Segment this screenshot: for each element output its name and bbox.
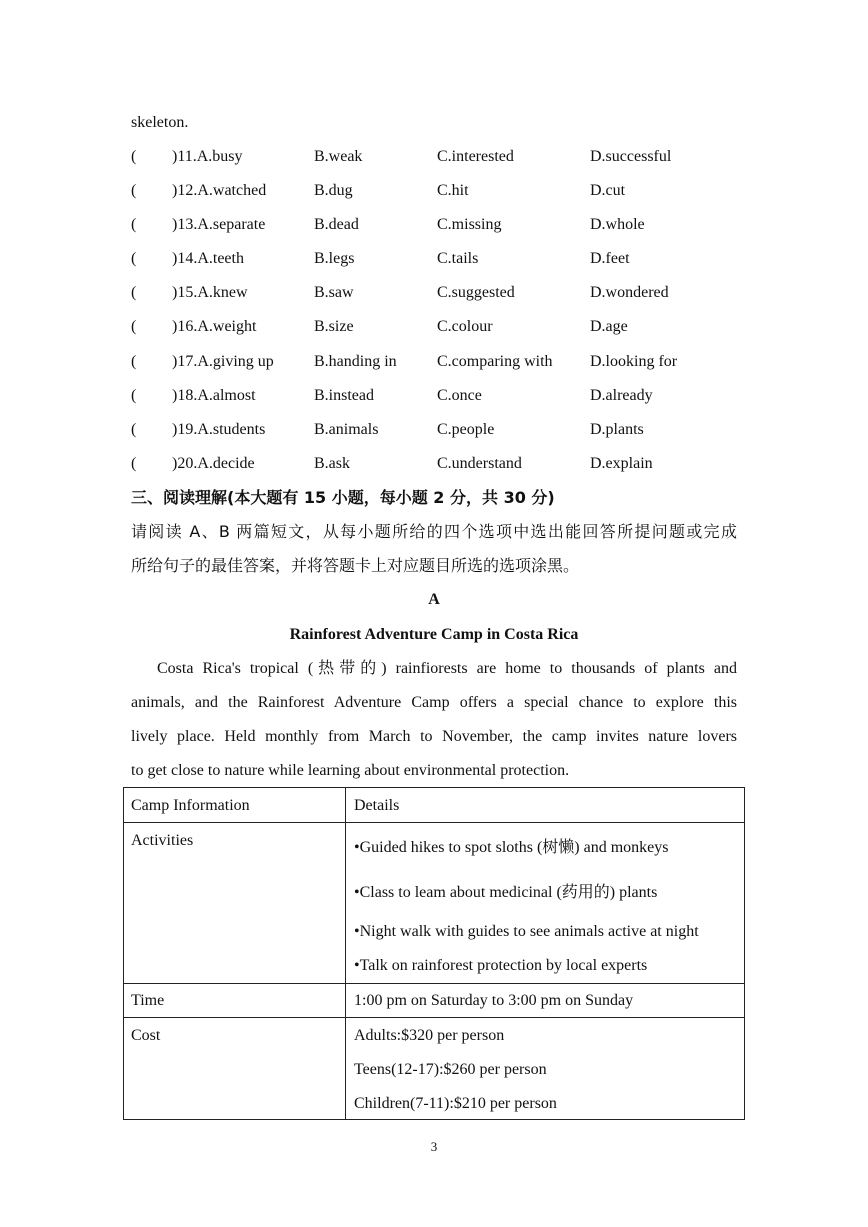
activities-label: Activities bbox=[131, 832, 194, 849]
table-divider bbox=[124, 822, 744, 823]
option-d: D.plants bbox=[590, 421, 644, 438]
option-d: D.looking for bbox=[590, 353, 678, 370]
option-a: )17.A.giving up bbox=[172, 353, 274, 370]
answer-paren[interactable]: ( bbox=[131, 250, 137, 267]
section-heading: 三、阅读理解(本大题有 15 小题，每小题 2 分，共 30 分) bbox=[131, 488, 555, 507]
option-b: B.handing in bbox=[314, 353, 397, 370]
option-c: C.once bbox=[437, 387, 482, 404]
section-instructions-line1: 请阅读 A、B 两篇短文，从每小题所给的四个选项中选出能回答所提问题或完成 bbox=[131, 522, 737, 541]
answer-paren[interactable]: ( bbox=[131, 455, 137, 472]
time-label: Time bbox=[131, 992, 165, 1009]
option-d: D.already bbox=[590, 387, 653, 404]
option-b: B.ask bbox=[314, 455, 350, 472]
question-row bbox=[131, 317, 751, 337]
passage-line: animals, and the Rainforest Adventure Camp offers a special chance to explore this bbox=[131, 694, 737, 711]
camp-info-table bbox=[123, 787, 745, 1120]
answer-paren[interactable]: ( bbox=[131, 421, 137, 438]
table-header-details: Details bbox=[354, 797, 400, 814]
answer-paren[interactable]: ( bbox=[131, 353, 137, 370]
table-divider bbox=[124, 983, 744, 984]
time-value: 1:00 pm on Saturday to 3:00 pm on Sunday bbox=[354, 992, 634, 1009]
option-c: C.comparing with bbox=[437, 353, 553, 370]
passage-title: Rainforest Adventure Camp in Costa Rica bbox=[289, 626, 579, 643]
cost-value: Children(7-11):$210 per person bbox=[354, 1095, 557, 1112]
answer-paren[interactable]: ( bbox=[131, 318, 137, 335]
option-a: )13.A.separate bbox=[172, 216, 266, 233]
question-row bbox=[131, 420, 751, 440]
cost-label: Cost bbox=[131, 1027, 161, 1044]
option-c: C.interested bbox=[437, 148, 514, 165]
option-a: )11.A.busy bbox=[172, 148, 243, 165]
table-divider bbox=[124, 1017, 744, 1018]
question-row bbox=[131, 386, 751, 406]
question-row bbox=[131, 215, 751, 235]
activity-item: •Talk on rainforest protection by local experts bbox=[354, 957, 648, 974]
option-a: )16.A.weight bbox=[172, 318, 257, 335]
option-d: D.feet bbox=[590, 250, 630, 267]
option-d: D.cut bbox=[590, 182, 626, 199]
option-c: C.understand bbox=[437, 455, 522, 472]
question-row bbox=[131, 147, 751, 167]
page-number: 3 bbox=[430, 1139, 438, 1154]
answer-paren[interactable]: ( bbox=[131, 182, 137, 199]
activity-item: •Class to leam about medicinal (药用的) plants bbox=[354, 884, 658, 901]
option-d: D.whole bbox=[590, 216, 645, 233]
option-b: B.dug bbox=[314, 182, 353, 199]
option-d: D.wondered bbox=[590, 284, 669, 301]
option-a: )19.A.students bbox=[172, 421, 266, 438]
option-b: B.weak bbox=[314, 148, 363, 165]
answer-paren[interactable]: ( bbox=[131, 387, 137, 404]
option-c: C.suggested bbox=[437, 284, 515, 301]
activity-item: •Guided hikes to spot sloths (树懒) and monkeys bbox=[354, 839, 669, 856]
table-divider bbox=[345, 788, 346, 1119]
option-c: C.hit bbox=[437, 182, 469, 199]
activity-item: •Night walk with guides to see animals active at night bbox=[354, 923, 699, 940]
option-c: C.tails bbox=[437, 250, 479, 267]
option-a: )15.A.knew bbox=[172, 284, 248, 301]
option-c: C.missing bbox=[437, 216, 502, 233]
option-c: C.colour bbox=[437, 318, 493, 335]
answer-paren[interactable]: ( bbox=[131, 148, 137, 165]
passage-label: A bbox=[428, 591, 440, 608]
question-row bbox=[131, 352, 751, 372]
option-d: D.explain bbox=[590, 455, 653, 472]
option-b: B.dead bbox=[314, 216, 359, 233]
question-row bbox=[131, 181, 751, 201]
option-a: )20.A.decide bbox=[172, 455, 255, 472]
table-header-info: Camp Information bbox=[131, 797, 250, 814]
passage-line: Costa Rica's tropical (热带的) rainfiorests are home to thousands of plants and bbox=[157, 660, 737, 677]
option-b: B.saw bbox=[314, 284, 354, 301]
option-b: B.legs bbox=[314, 250, 355, 267]
option-b: B.animals bbox=[314, 421, 379, 438]
option-d: D.successful bbox=[590, 148, 672, 165]
option-c: C.people bbox=[437, 421, 495, 438]
option-d: D.age bbox=[590, 318, 628, 335]
answer-paren[interactable]: ( bbox=[131, 284, 137, 301]
cost-value: Teens(12-17):$260 per person bbox=[354, 1061, 547, 1078]
intro-tail: skeleton. bbox=[131, 114, 189, 131]
cost-value: Adults:$320 per person bbox=[354, 1027, 505, 1044]
passage-line: to get close to nature while learning about environmental protection. bbox=[131, 762, 570, 779]
option-a: )12.A.watched bbox=[172, 182, 267, 199]
option-a: )18.A.almost bbox=[172, 387, 256, 404]
passage-line: lively place. Held monthly from March to November, the camp invites nature lovers bbox=[131, 728, 737, 745]
option-a: )14.A.teeth bbox=[172, 250, 244, 267]
question-row bbox=[131, 249, 751, 269]
question-row bbox=[131, 283, 751, 303]
option-b: B.instead bbox=[314, 387, 374, 404]
option-b: B.size bbox=[314, 318, 354, 335]
section-instructions-line2: 所给句子的最佳答案，并将答题卡上对应题目所选的选项涂黑。 bbox=[131, 556, 580, 575]
question-row bbox=[131, 454, 751, 474]
answer-paren[interactable]: ( bbox=[131, 216, 137, 233]
